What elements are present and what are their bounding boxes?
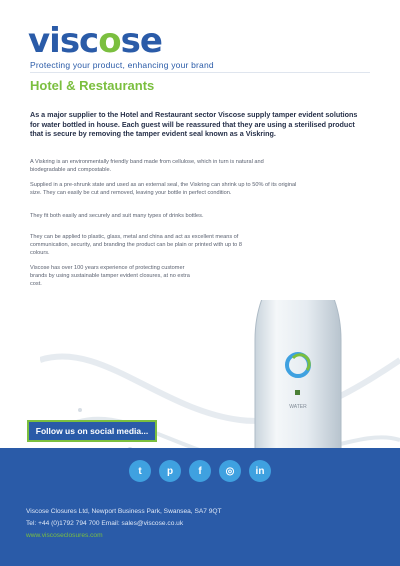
linkedin-icon[interactable]: in bbox=[249, 460, 271, 482]
footer-address: Viscose Closures Ltd, Newport Business Park, Swansea, SA7 9QT bbox=[26, 508, 222, 515]
footer bbox=[0, 448, 400, 566]
instagram-icon[interactable]: ◎ bbox=[219, 460, 241, 482]
body-paragraph: Viscose has over 100 years experience of protecting customer brands by using sustainable tamper evident closures, at no extra cost. bbox=[30, 265, 190, 287]
page-title: Hotel & Restaurants bbox=[30, 78, 155, 93]
intro-paragraph: As a major supplier to the Hotel and Restaurant sector Viscose supply tamper evident solutions for water bottled in house. Each guest will be reassured that they are using a sterilised product that is secure by removing the tamper evident seal known as a Viskring. bbox=[30, 110, 358, 138]
body-paragraph: A Viskring is an environmentally friendly band made from cellulose, which in turn is natural and biodegradable and compostable. bbox=[30, 159, 264, 173]
footer-contact: Tel: +44 (0)1792 794 700 Email: sales@viscose.co.uk bbox=[26, 520, 184, 527]
follow-social-button[interactable]: Follow us on social media... bbox=[27, 420, 157, 442]
pinterest-icon[interactable]: p bbox=[159, 460, 181, 482]
body-paragraph: Supplied in a pre-shrunk state and used as an external seal, the Viskring can shrink up to 50% of its original size. They can easily be cut and removed, leaving your bottle in perfect condition. bbox=[30, 182, 297, 196]
body-paragraph: They fit both easily and securely and suit many types of drinks bottles. bbox=[30, 213, 204, 219]
twitter-icon[interactable]: t bbox=[129, 460, 151, 482]
header-divider bbox=[30, 72, 370, 73]
body-paragraph: They can be applied to plastic, glass, metal and china and act as excellent means of communication, security, and branding the product can be plain or printed with up to 8 colours. bbox=[30, 234, 242, 256]
bottle-label: WATER bbox=[289, 404, 307, 410]
brand-logo bbox=[28, 21, 162, 61]
brand-tagline: Protecting your product, enhancing your brand bbox=[30, 60, 214, 70]
footer-website-link[interactable]: www.viscoseclosures.com bbox=[26, 532, 103, 539]
social-icons bbox=[0, 460, 400, 482]
facebook-icon[interactable]: f bbox=[189, 460, 211, 482]
brand-wordmark: viscose bbox=[28, 21, 162, 61]
